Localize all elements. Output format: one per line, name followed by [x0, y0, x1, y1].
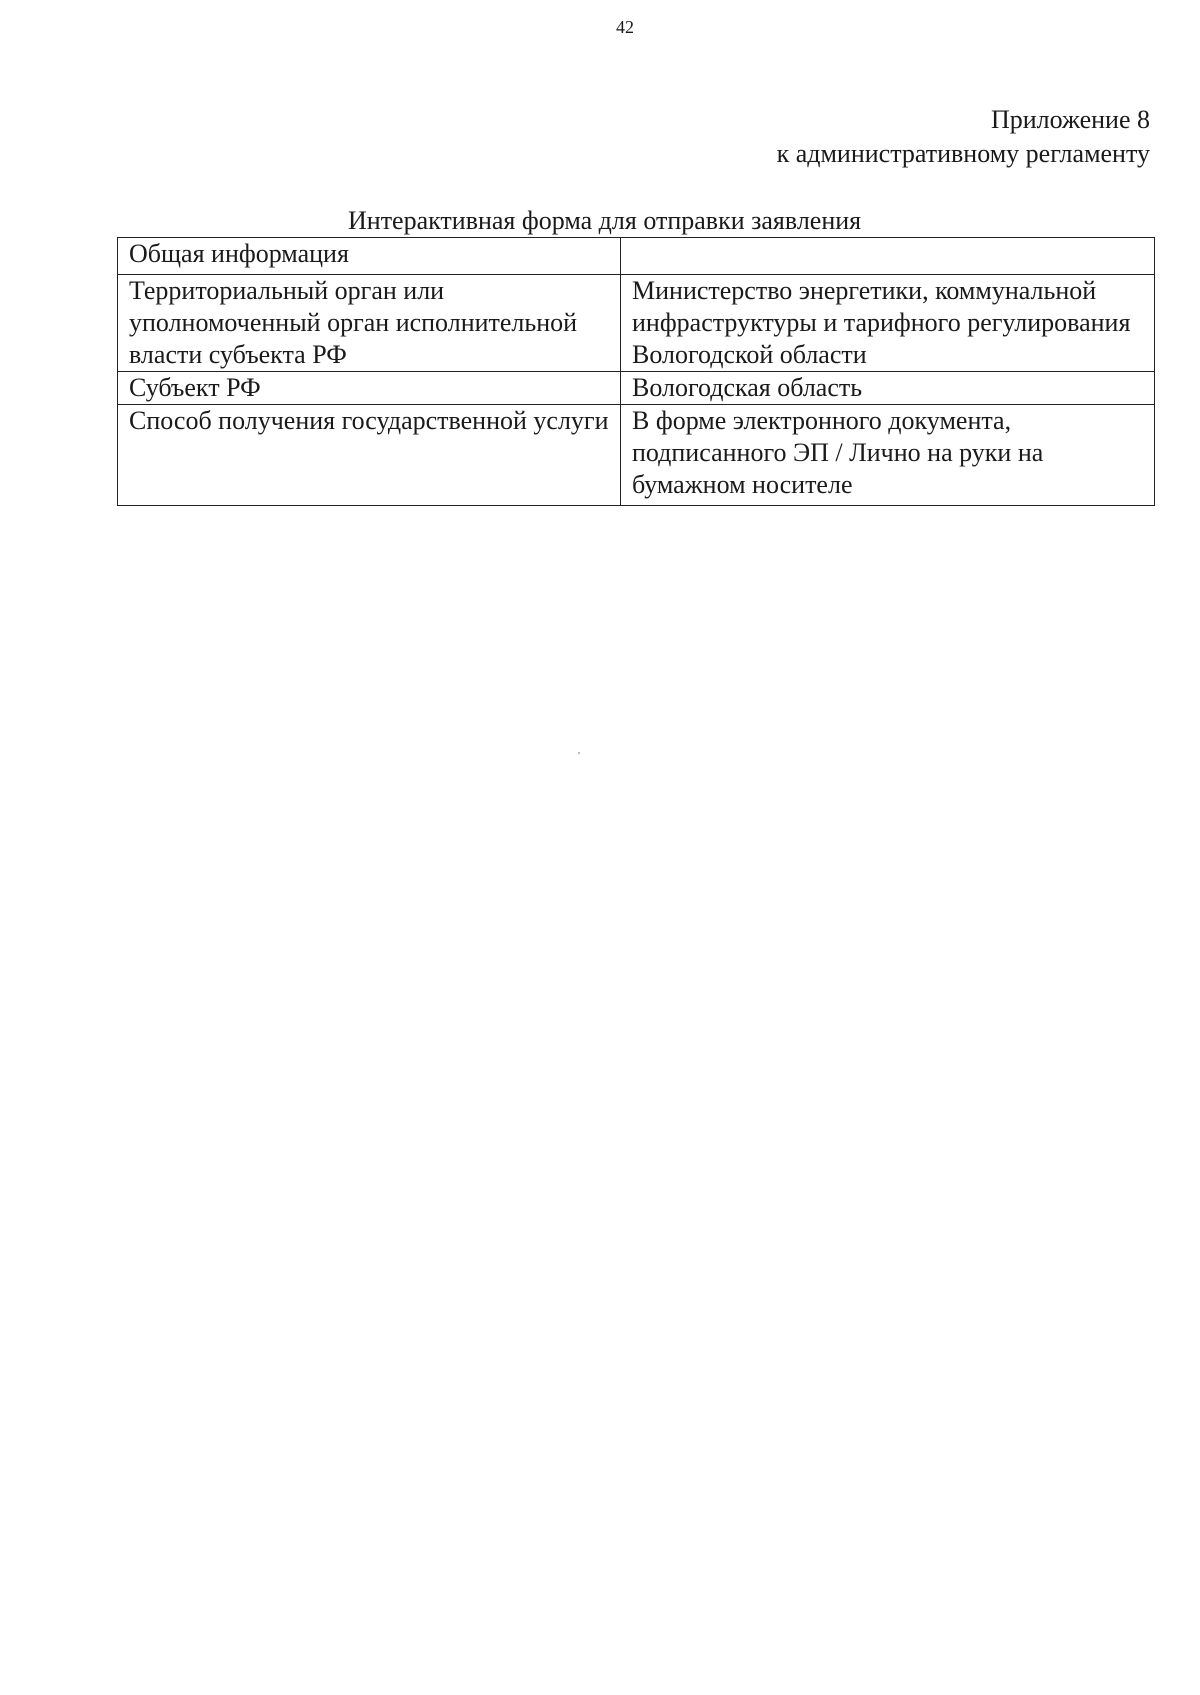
table-row [118, 372, 1155, 405]
form-title: Интерактивная форма для отправки заявления [348, 206, 862, 235]
row-value-authority: Министерство энергетики, коммунальной инфраструктуры и тарифного регулирования Вологодской области [621, 275, 1155, 372]
table-row [118, 405, 1155, 506]
row-label-delivery-method: Способ получения государственной услуги [118, 405, 621, 506]
annex-title: Приложение 8 [990, 105, 1150, 134]
table-row [118, 238, 1155, 275]
table-row [118, 275, 1155, 372]
row-value-region: Вологодская область [621, 372, 1155, 405]
row-value-general-info [621, 238, 1155, 275]
page-number: 42 [616, 17, 634, 37]
scan-speck [578, 752, 580, 754]
annex-header [777, 103, 1150, 171]
row-label-authority: Территориальный орган или уполномоченный орган исполнительной власти субъекта РФ [118, 275, 621, 372]
row-label-general-info: Общая информация [118, 238, 621, 275]
row-value-delivery-method: В форме электронного документа, подписанного ЭП / Лично на руки на бумажном носителе [621, 405, 1155, 506]
row-label-region: Субъект РФ [118, 372, 621, 405]
annex-subtitle: к административному регламенту [776, 139, 1150, 168]
application-form-table [117, 237, 1155, 506]
